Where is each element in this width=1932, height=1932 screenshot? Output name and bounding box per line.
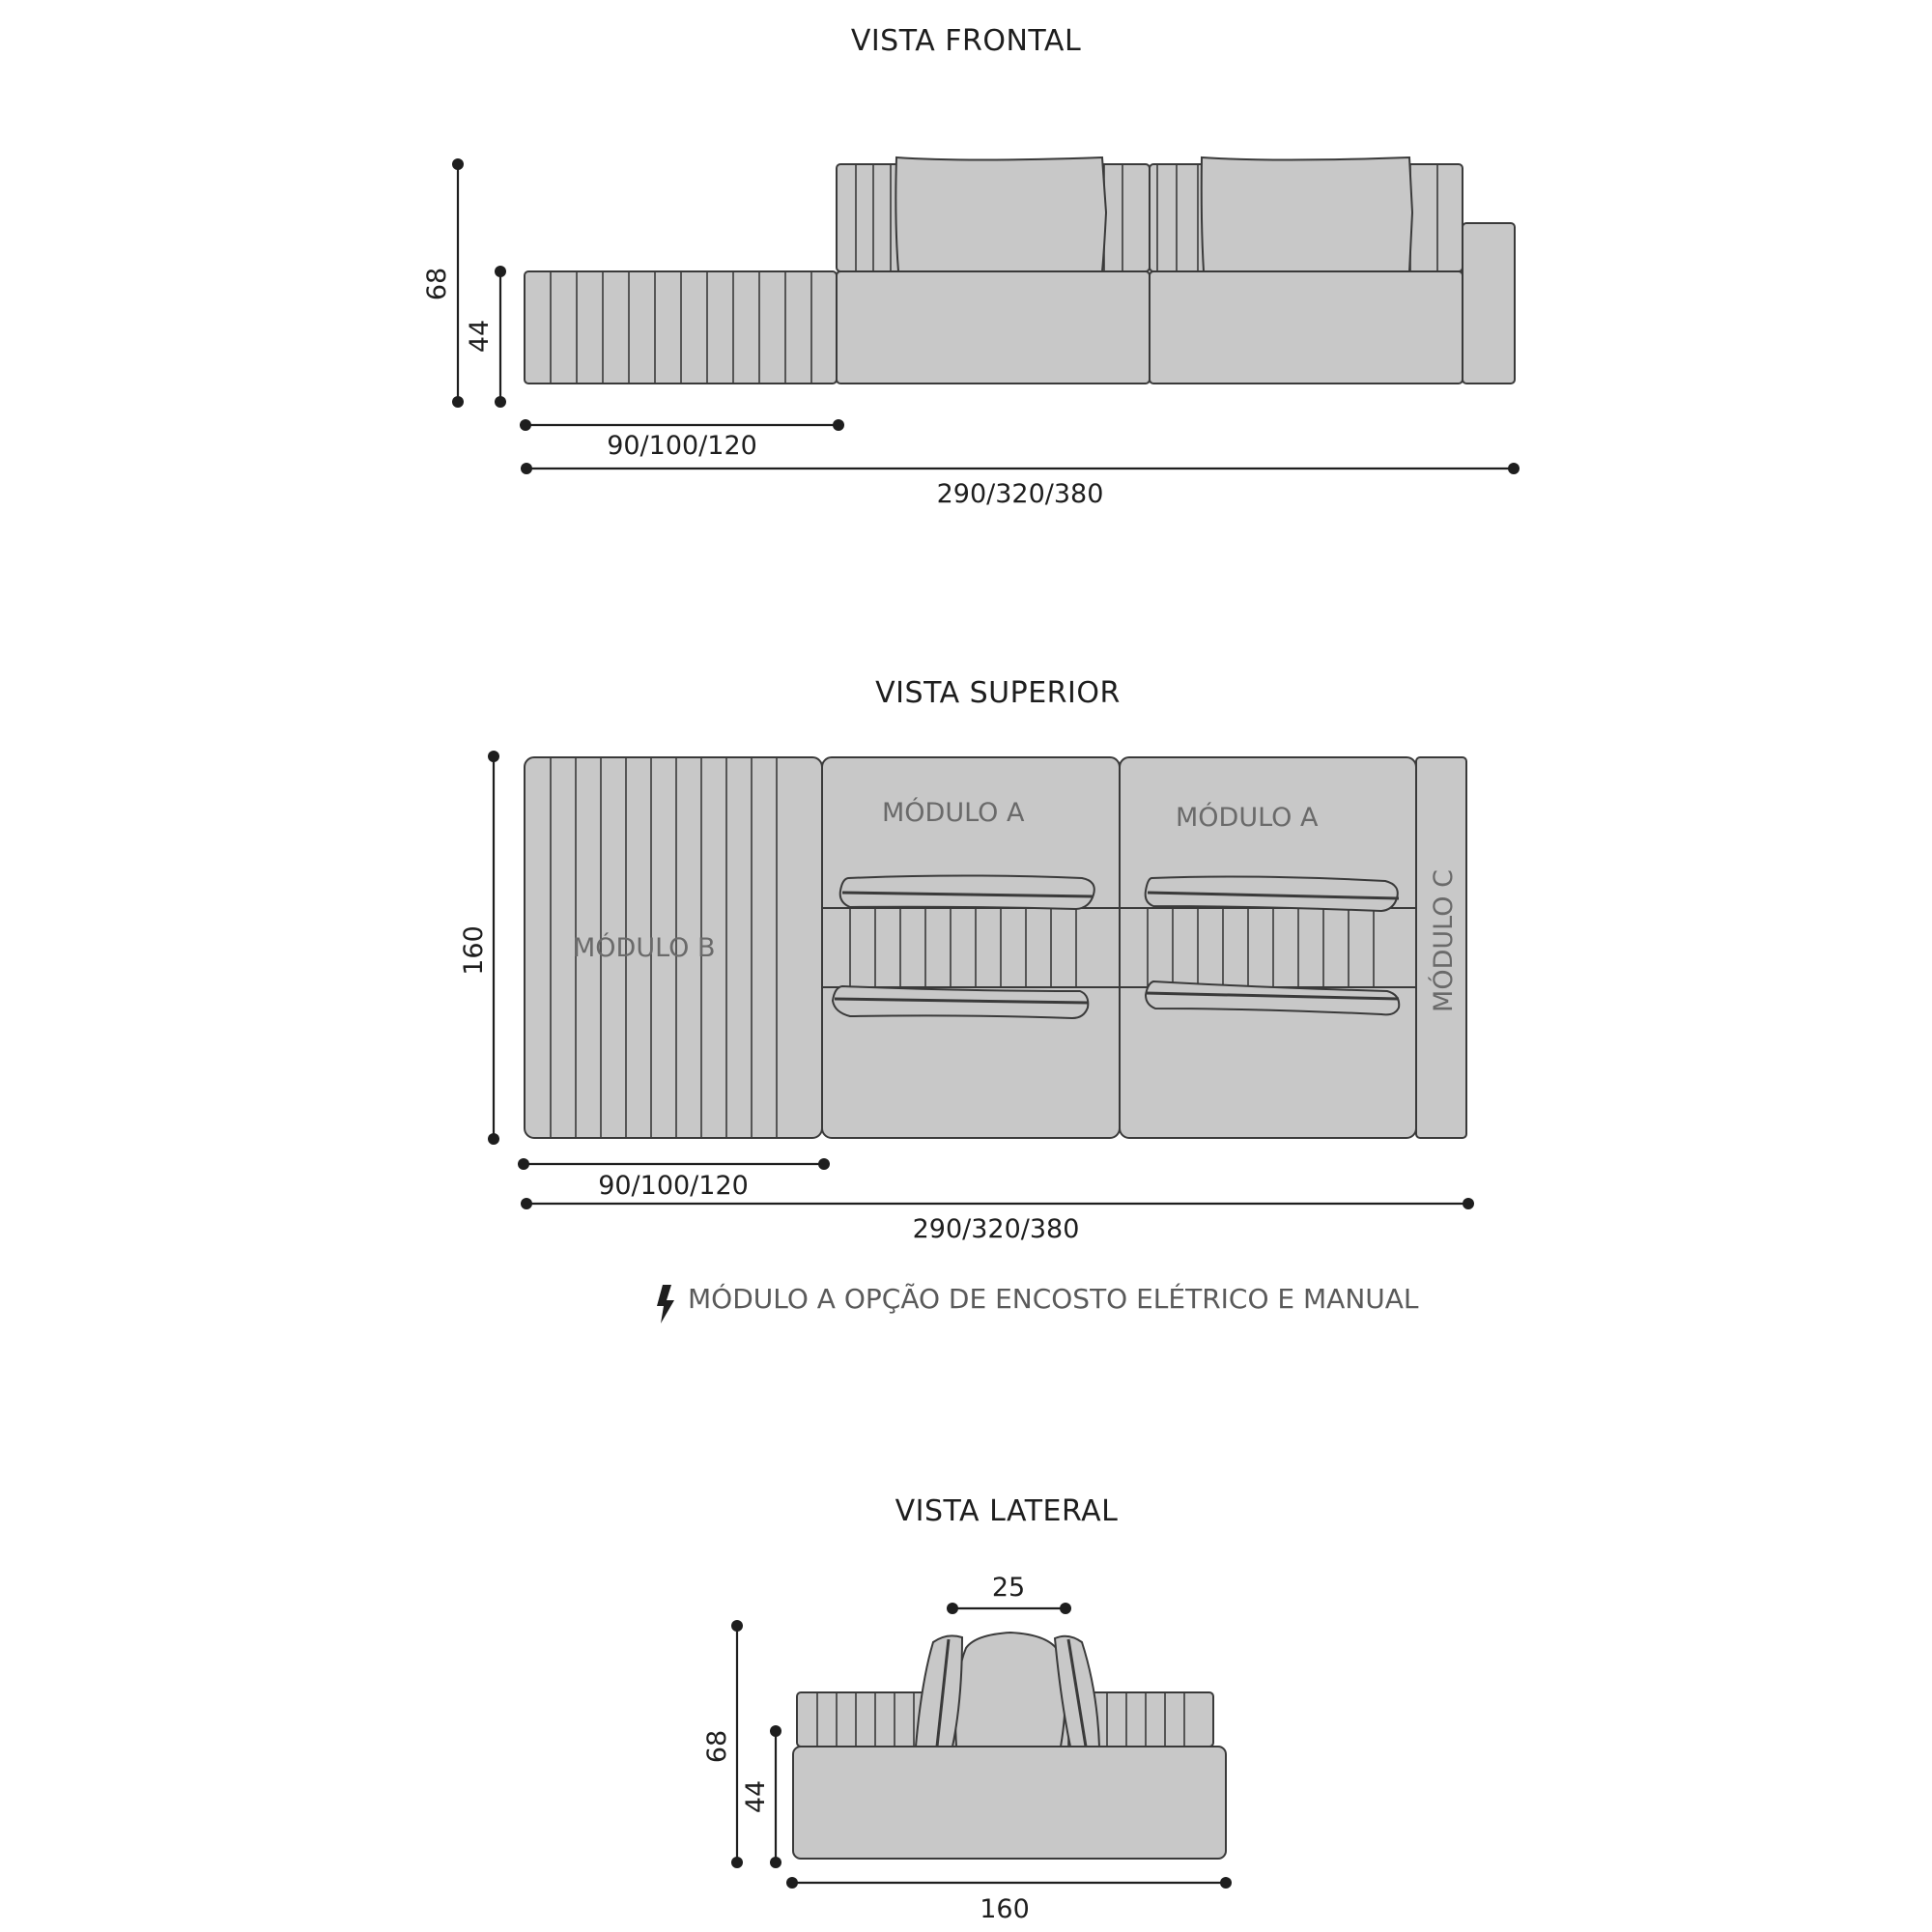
side-backrest-width-dimension	[947, 1573, 1071, 1614]
front-width-module-b-dimension	[520, 419, 844, 461]
side-view	[702, 1494, 1232, 1924]
front-backrest-2	[1150, 157, 1463, 271]
side-view-title: VISTA LATERAL	[895, 1494, 1119, 1528]
top-depth-label: 160	[459, 925, 489, 976]
side-depth-dimension	[786, 1877, 1232, 1924]
side-height-seat-label: 44	[741, 1779, 771, 1814]
side-height-total-dimension	[702, 1620, 743, 1868]
front-height-seat-dimension	[465, 266, 506, 408]
front-height-total-label: 68	[422, 267, 452, 301]
front-headrest-1	[895, 157, 1106, 271]
top-width-module-b-dimension	[518, 1158, 830, 1201]
front-view-title: VISTA FRONTAL	[850, 24, 1082, 58]
front-seat-module-a-2	[1150, 271, 1463, 384]
top-module-b	[525, 757, 822, 1138]
side-height-total-label: 68	[702, 1729, 732, 1764]
top-width-total-dimension	[521, 1198, 1474, 1244]
top-module-c	[1416, 757, 1466, 1138]
front-backrest-1	[837, 157, 1150, 271]
top-module-c-label: MÓDULO C	[1429, 869, 1459, 1012]
top-module-a-2-label: MÓDULO A	[1176, 803, 1319, 833]
front-module-b	[525, 271, 837, 384]
side-height-seat-dimension	[741, 1725, 781, 1868]
top-width-module-b-label: 90/100/120	[598, 1171, 749, 1201]
top-view-title: VISTA SUPERIOR	[875, 676, 1121, 710]
front-module-c	[1463, 223, 1515, 384]
side-headrest	[955, 1633, 1065, 1747]
top-width-total-label: 290/320/380	[912, 1214, 1080, 1244]
top-depth-dimension	[459, 751, 499, 1145]
top-module-b-label: MÓDULO B	[573, 933, 716, 963]
front-height-seat-label: 44	[465, 319, 495, 354]
front-view	[422, 24, 1520, 509]
top-view	[459, 676, 1474, 1323]
top-module-a-2	[1120, 757, 1416, 1138]
top-module-a-1	[822, 757, 1120, 1138]
front-width-total-label: 290/320/380	[936, 479, 1104, 509]
front-headrest-2	[1202, 157, 1412, 271]
front-seat-module-a-1	[837, 271, 1150, 384]
lightning-icon	[657, 1285, 674, 1323]
side-seat	[793, 1747, 1226, 1859]
front-height-total-dimension	[422, 158, 464, 408]
electric-backrest-note-text: MÓDULO A OPÇÃO DE ENCOSTO ELÉTRICO E MANUAL	[688, 1283, 1419, 1315]
top-module-a-1-label: MÓDULO A	[882, 798, 1025, 828]
front-width-module-b-label: 90/100/120	[607, 431, 757, 461]
side-backrest-width-label: 25	[991, 1573, 1026, 1603]
electric-backrest-note	[657, 1282, 1419, 1323]
side-depth-label: 160	[980, 1894, 1030, 1924]
front-width-total-dimension	[521, 463, 1520, 509]
